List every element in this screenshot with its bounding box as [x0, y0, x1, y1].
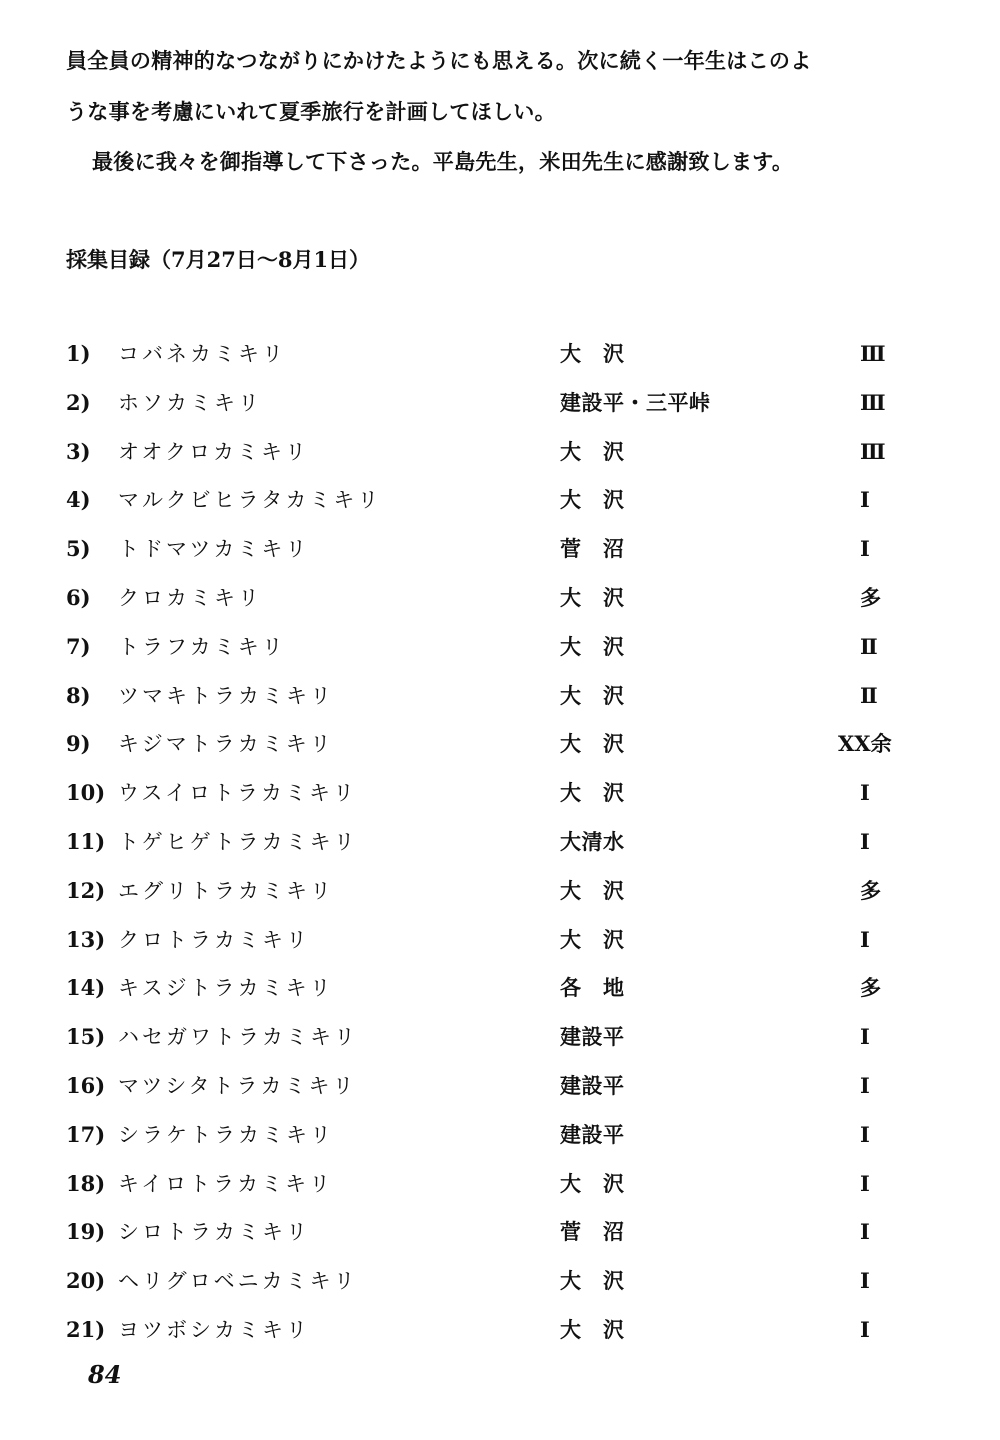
record-row [0, 777, 1000, 826]
record-row [0, 387, 1000, 436]
species-name: オオクロカミキリ [118, 439, 309, 464]
specimen-count: 多 [860, 975, 881, 1001]
specimen-count: Ⅲ [860, 341, 886, 366]
collection-site: 大 沢 [560, 731, 625, 757]
record-number: 10) [66, 780, 106, 806]
record-number: 15) [66, 1024, 106, 1050]
collection-site: 大 沢 [560, 682, 625, 708]
record-number: 4) [66, 487, 91, 513]
specimen-count: Ⅰ [860, 780, 870, 806]
record-row [0, 1216, 1000, 1265]
collection-site: 大 沢 [560, 1316, 625, 1342]
collection-site: 大 沢 [560, 438, 625, 464]
record-row [0, 1168, 1000, 1217]
record-number: 2) [66, 389, 91, 415]
specimen-count: 多 [860, 877, 881, 903]
record-row [0, 875, 1000, 924]
record-number: 12) [66, 877, 106, 903]
collection-site: 建設平 [560, 1072, 625, 1098]
record-row [0, 1265, 1000, 1314]
collection-site: 大 沢 [560, 584, 625, 610]
record-row [0, 924, 1000, 973]
record-number: 1) [66, 341, 91, 366]
collection-site: 菅 沼 [560, 536, 625, 562]
species-name: エグリトラカミキリ [118, 878, 334, 903]
paragraph-line-3: 最後に我々を御指導して下さった。平島先生，米田先生に感謝致します。 [92, 149, 794, 174]
record-number: 20) [66, 1268, 106, 1294]
collection-site: 大 沢 [560, 487, 625, 513]
record-number: 14) [66, 975, 106, 1001]
collection-list-heading: 採集目録（7月27日～8月1日） [66, 247, 371, 272]
species-name: トゲヒゲトラカミキリ [118, 829, 358, 854]
record-number: 9) [66, 731, 91, 757]
collection-site: 建設平 [560, 1024, 625, 1050]
species-name: ツマキトラカミキリ [118, 683, 334, 708]
collection-site: 大 沢 [560, 926, 625, 952]
species-name: クロトラカミキリ [118, 927, 310, 952]
record-row [0, 680, 1000, 729]
record-row [0, 1021, 1000, 1070]
record-row [0, 582, 1000, 631]
specimen-count: Ⅰ [860, 1268, 870, 1294]
species-name: マツシタトラカミキリ [118, 1073, 357, 1098]
record-number: 3) [66, 438, 91, 464]
collection-site: 大 沢 [560, 877, 625, 903]
collection-site: 建設平・三平峠 [560, 389, 711, 415]
record-number: 7) [66, 633, 91, 659]
species-name: コバネカミキリ [118, 342, 286, 366]
record-row [0, 533, 1000, 582]
species-name: ホソカミキリ [118, 390, 262, 415]
specimen-count: Ⅲ [860, 389, 886, 415]
collection-record-list [0, 338, 1000, 1363]
specimen-count: Ⅰ [860, 828, 870, 854]
record-row [0, 972, 1000, 1021]
species-name: トドマツカミキリ [118, 537, 310, 562]
record-number: 5) [66, 536, 91, 562]
record-number: 18) [66, 1170, 106, 1196]
collection-site: 大 沢 [560, 341, 625, 366]
record-number: 17) [66, 1121, 106, 1147]
species-name: トラフカミキリ [118, 634, 286, 659]
collection-site: 大 沢 [560, 633, 625, 659]
record-number: 11) [66, 828, 106, 854]
record-number: 6) [66, 584, 91, 610]
species-name: シラケトラカミキリ [118, 1122, 334, 1147]
collection-site: 大清水 [560, 828, 625, 854]
specimen-count: Ⅱ [860, 633, 878, 659]
collection-site: 各 地 [560, 975, 625, 1001]
record-row [0, 484, 1000, 533]
record-number: 8) [66, 682, 91, 708]
species-name: マルクビヒラタカミキリ [118, 488, 382, 513]
specimen-count: 多 [860, 584, 881, 610]
record-row [0, 826, 1000, 875]
collection-site: 大 沢 [560, 1170, 625, 1196]
species-name: シロトラカミキリ [118, 1220, 310, 1245]
species-name: クロカミキリ [118, 585, 262, 610]
record-row [0, 728, 1000, 777]
paragraph-line-1: 員全員の精神的なつながりにかけたようにも思える。次に続く一年生はこのよ [66, 48, 812, 73]
page-number: 84 [88, 1360, 122, 1389]
specimen-count: Ⅰ [860, 1024, 870, 1050]
specimen-count: Ⅰ [860, 1219, 870, 1245]
species-name: ハセガワトラカミキリ [118, 1025, 358, 1050]
specimen-count: Ⅲ [860, 438, 886, 464]
specimen-count: Ⅰ [860, 1072, 870, 1098]
record-row [0, 436, 1000, 485]
paragraph-line-2: うな事を考慮にいれて夏季旅行を計画してほしい。 [66, 99, 556, 124]
record-row [0, 1119, 1000, 1168]
species-name: キジマトラカミキリ [118, 732, 334, 757]
collection-site: 大 沢 [560, 1268, 625, 1294]
record-number: 13) [66, 926, 106, 952]
collection-site: 建設平 [560, 1121, 625, 1147]
specimen-count: Ⅰ [860, 1170, 870, 1196]
species-name: ヨツボシカミキリ [118, 1317, 310, 1342]
record-number: 19) [66, 1219, 106, 1245]
record-row [0, 631, 1000, 680]
specimen-count: Ⅰ [860, 487, 870, 513]
specimen-count: Ⅱ [860, 682, 878, 708]
record-row [0, 1314, 1000, 1363]
specimen-count: ⅩⅩ余 [838, 731, 892, 757]
species-name: キイロトラカミキリ [118, 1171, 334, 1196]
specimen-count: Ⅰ [860, 926, 870, 952]
collection-site: 大 沢 [560, 780, 625, 806]
record-row [0, 338, 1000, 387]
species-name: キスジトラカミキリ [118, 976, 334, 1001]
specimen-count: Ⅰ [860, 1121, 870, 1147]
species-name: ウスイロトラカミキリ [118, 781, 357, 806]
record-number: 21) [66, 1316, 106, 1342]
record-row [0, 1070, 1000, 1119]
species-name: ヘリグロベニカミキリ [118, 1269, 358, 1294]
specimen-count: Ⅰ [860, 1316, 870, 1342]
record-number: 16) [66, 1072, 106, 1098]
specimen-count: Ⅰ [860, 536, 870, 562]
collection-site: 菅 沼 [560, 1219, 625, 1245]
